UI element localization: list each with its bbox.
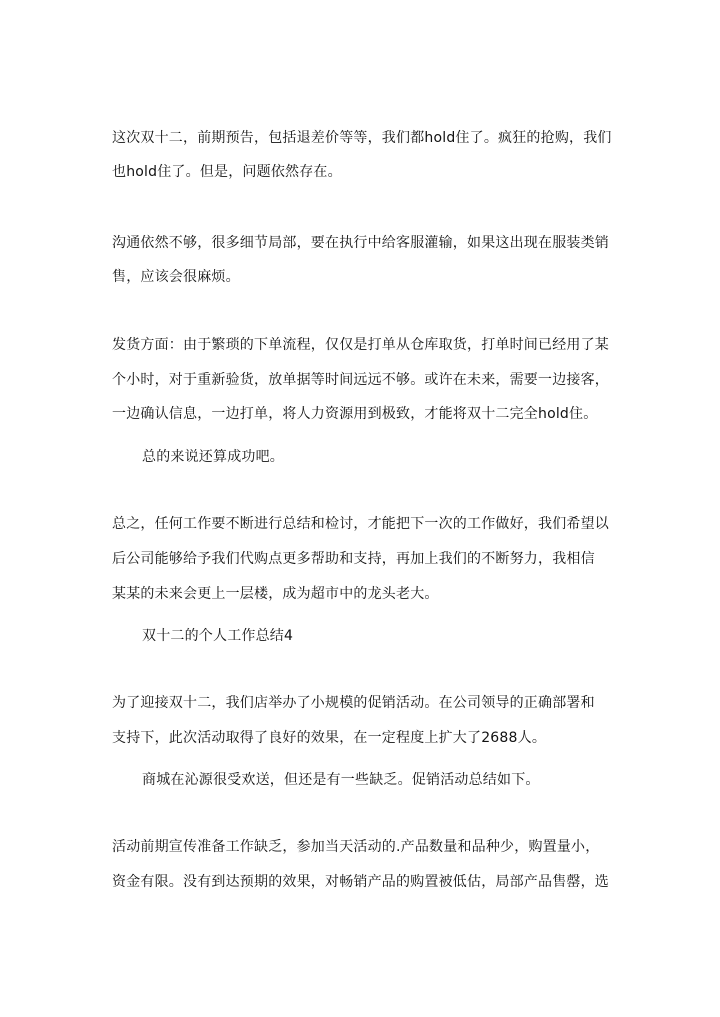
paragraph-line: 为了迎接双十二，我们店举办了小规模的促销活动。在公司领导的正确部署和 <box>112 695 595 711</box>
paragraph-line: 总之，任何工作要不断进行总结和检讨，才能把下一次的工作做好，我们希望以 <box>112 516 609 532</box>
paragraph-line: 一边确认信息，一边打单，将人力资源用到极致，才能将双十二完全hold住。 <box>112 406 598 422</box>
paragraph-line: 沟通依然不够，很多细节局部，要在执行中给客服灌输，如果这出现在服装类销 <box>112 235 609 251</box>
section-heading: 双十二的个人工作总结4 <box>142 628 294 644</box>
paragraph-line: 资金有限。没有到达预期的效果，对畅销产品的购置被低估，局部产品售罄，选 <box>112 874 609 890</box>
paragraph-line: 这次双十二，前期预告，包括退差价等等，我们都hold住了。疯狂的抢购，我们 <box>112 130 612 146</box>
paragraph-line: 某某的未来会更上一层楼，成为超市中的龙头老大。 <box>112 586 439 602</box>
paragraph-line: 活动前期宣传准备工作缺乏，参加当天活动的.产品数量和品种少，购置量小， <box>112 839 600 855</box>
paragraph-line: 也hold住了。但是，问题依然存在。 <box>112 164 342 180</box>
paragraph-line: 发货方面：由于繁琐的下单流程，仅仅是打单从仓库取货，打单时间已经用了某 <box>112 337 609 353</box>
paragraph-line: 后公司能够给予我们代购点更多帮助和支持，再加上我们的不断努力，我相信 <box>112 551 595 567</box>
paragraph-line: 支持下，此次活动取得了良好的效果，在一定程度上扩大了2688人。 <box>112 730 547 746</box>
paragraph-line: 商城在沁源很受欢送，但还是有一些缺乏。促销活动总结如下。 <box>142 772 540 788</box>
paragraph-line: 个小时，对于重新验货，放单据等时间远远不够。或许在未来，需要一边接客， <box>112 372 609 388</box>
paragraph-line: 总的来说还算成功吧。 <box>142 449 284 465</box>
paragraph-line: 售，应该会很麻烦。 <box>112 269 240 285</box>
